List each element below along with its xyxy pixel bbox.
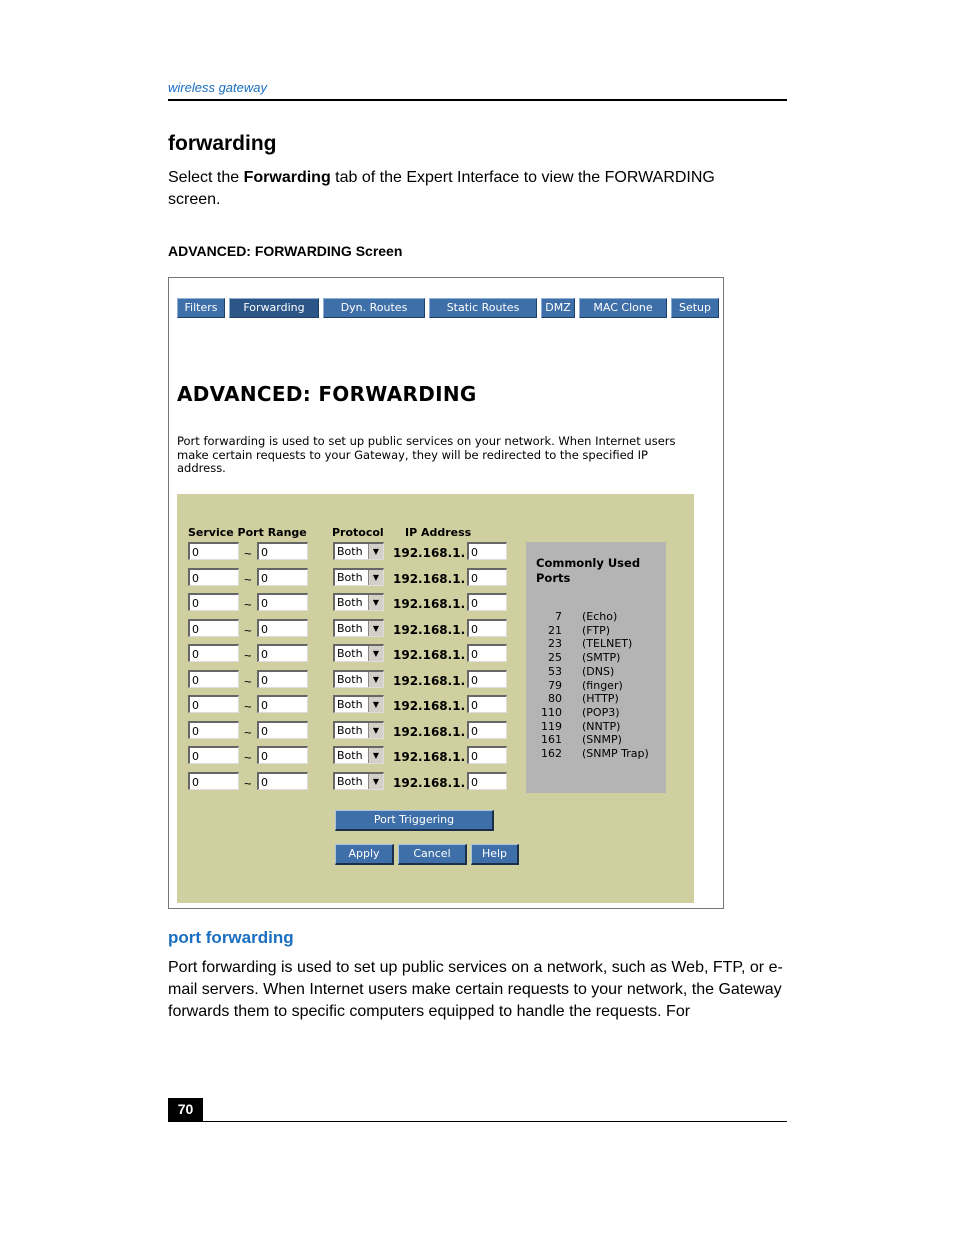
range-separator: ~ bbox=[244, 597, 252, 612]
port-number: 79 bbox=[548, 678, 562, 692]
common-port-item bbox=[526, 637, 666, 651]
forwarding-row bbox=[177, 746, 517, 771]
common-port-item bbox=[526, 679, 666, 693]
ip-prefix: 192.168.1. bbox=[393, 724, 466, 739]
end-port-input[interactable]: 0 bbox=[257, 542, 308, 560]
intro-bold-term: Forwarding bbox=[243, 169, 331, 186]
protocol-value: Both bbox=[337, 545, 363, 558]
start-port-input[interactable]: 0 bbox=[188, 772, 239, 790]
end-port-input[interactable]: 0 bbox=[257, 772, 308, 790]
cancel-button[interactable]: Cancel bbox=[398, 844, 467, 865]
ip-last-octet-input[interactable]: 0 bbox=[467, 670, 507, 688]
range-separator: ~ bbox=[244, 750, 252, 765]
end-port-input[interactable]: 0 bbox=[257, 721, 308, 739]
end-port-input[interactable]: 0 bbox=[257, 593, 308, 611]
start-port-input[interactable]: 0 bbox=[188, 593, 239, 611]
port-service: (SMTP) bbox=[582, 651, 621, 665]
protocol-value: Both bbox=[337, 698, 363, 711]
dropdown-arrow-icon: ▼ bbox=[368, 672, 383, 687]
common-port-item bbox=[526, 651, 666, 665]
port-service: (TELNET) bbox=[582, 637, 633, 651]
forwarding-panel bbox=[177, 494, 694, 903]
port-service: (Echo) bbox=[582, 610, 618, 623]
tab-mac-clone[interactable]: MAC Clone bbox=[579, 298, 667, 318]
range-separator: ~ bbox=[244, 546, 252, 561]
figure-caption: ADVANCED: FORWARDING Screen bbox=[168, 243, 403, 259]
start-port-input[interactable]: 0 bbox=[188, 542, 239, 560]
start-port-input[interactable]: 0 bbox=[188, 746, 239, 764]
dropdown-arrow-icon: ▼ bbox=[368, 697, 383, 712]
range-separator: ~ bbox=[244, 724, 252, 740]
forwarding-row bbox=[177, 670, 517, 695]
port-service: (NNTP) bbox=[582, 719, 621, 733]
tab-setup[interactable]: Setup bbox=[671, 298, 719, 318]
common-ports-box bbox=[526, 542, 666, 793]
port-number: 161 bbox=[541, 733, 562, 747]
port-triggering-button[interactable]: Port Triggering bbox=[335, 810, 494, 831]
ip-prefix: 192.168.1. bbox=[393, 571, 466, 586]
start-port-input[interactable]: 0 bbox=[188, 568, 239, 586]
protocol-value: Both bbox=[337, 621, 363, 635]
ip-last-octet-input[interactable]: 0 bbox=[467, 644, 507, 662]
forwarding-row bbox=[177, 542, 517, 567]
common-port-item bbox=[526, 747, 666, 761]
subsection-body: Port forwarding is used to set up public services on a network, such as Web, FTP, or e-mail servers. When Internet users make certain requests to your network, the Gateway forwards them to specific computers equipped to handle the requests. For bbox=[168, 959, 783, 1020]
end-port-input[interactable]: 0 bbox=[257, 670, 308, 688]
port-number: 53 bbox=[548, 664, 562, 678]
forwarding-screenshot bbox=[168, 277, 724, 909]
screen-description: Port forwarding is used to set up public services on your network. When Internet users make certain requests to your Gateway, they will be redirected to the specified IP address. bbox=[177, 434, 676, 475]
tab-dmz[interactable]: DMZ bbox=[541, 298, 575, 318]
section-title: forwarding bbox=[168, 132, 277, 155]
dropdown-arrow-icon: ▼ bbox=[368, 748, 383, 763]
protocol-value: Both bbox=[337, 570, 363, 584]
intro-text-start: Select the bbox=[168, 169, 244, 186]
ip-last-octet-input[interactable]: 0 bbox=[467, 721, 507, 739]
ip-last-octet-input[interactable]: 0 bbox=[467, 593, 507, 611]
port-number: 110 bbox=[541, 705, 562, 719]
end-port-input[interactable]: 0 bbox=[257, 644, 308, 662]
range-separator: ~ bbox=[244, 699, 252, 714]
port-number: 25 bbox=[548, 651, 562, 665]
start-port-input[interactable]: 0 bbox=[188, 644, 239, 662]
tab-dyn-routes[interactable]: Dyn. Routes bbox=[323, 298, 425, 318]
port-service: (HTTP) bbox=[582, 692, 619, 706]
tab-filters[interactable]: Filters bbox=[177, 298, 225, 318]
port-service: (finger) bbox=[582, 678, 623, 692]
protocol-value: Both bbox=[337, 647, 363, 660]
column-header-ip-address: IP Address bbox=[405, 526, 472, 539]
range-separator: ~ bbox=[244, 673, 252, 689]
ip-prefix: 192.168.1. bbox=[393, 546, 466, 560]
dropdown-arrow-icon: ▼ bbox=[368, 723, 383, 738]
common-port-item bbox=[526, 610, 666, 624]
apply-button[interactable]: Apply bbox=[335, 844, 394, 865]
ip-prefix: 192.168.1. bbox=[393, 597, 466, 611]
protocol-select[interactable] bbox=[333, 619, 384, 637]
end-port-input[interactable]: 0 bbox=[257, 619, 308, 637]
protocol-value: Both bbox=[337, 596, 363, 609]
dropdown-arrow-icon: ▼ bbox=[368, 595, 383, 610]
tab-static-routes[interactable]: Static Routes bbox=[429, 298, 537, 318]
range-separator: ~ bbox=[244, 622, 252, 638]
column-header-service-port-range: Service Port Range bbox=[188, 526, 307, 539]
common-port-item bbox=[526, 706, 666, 720]
ip-prefix: 192.168.1. bbox=[393, 775, 466, 790]
intro-text-end: tab of the Expert Interface to view the FORWARDING screen. bbox=[168, 169, 715, 208]
forwarding-row bbox=[177, 644, 517, 669]
dropdown-arrow-icon: ▼ bbox=[368, 646, 383, 661]
screen-title: ADVANCED: FORWARDING bbox=[177, 382, 477, 406]
protocol-select[interactable] bbox=[333, 644, 384, 662]
forwarding-row bbox=[177, 619, 517, 644]
ip-prefix: 192.168.1. bbox=[393, 673, 466, 688]
tab-forwarding[interactable]: Forwarding bbox=[229, 298, 319, 318]
protocol-select[interactable] bbox=[333, 772, 384, 790]
forwarding-row bbox=[177, 772, 517, 797]
help-button[interactable]: Help bbox=[471, 844, 519, 865]
common-port-item bbox=[526, 692, 666, 706]
protocol-select[interactable] bbox=[333, 695, 384, 713]
subsection-title: port forwarding bbox=[168, 928, 294, 947]
dropdown-arrow-icon: ▼ bbox=[368, 570, 383, 585]
port-service: (FTP) bbox=[582, 623, 611, 637]
port-number: 23 bbox=[548, 637, 562, 651]
protocol-select[interactable] bbox=[333, 670, 384, 688]
protocol-select[interactable] bbox=[333, 568, 384, 586]
forwarding-row bbox=[177, 721, 517, 746]
port-service: (SNMP) bbox=[582, 733, 622, 747]
end-port-input[interactable]: 0 bbox=[257, 746, 308, 764]
port-number: 162 bbox=[541, 747, 562, 760]
port-service: (DNS) bbox=[582, 664, 615, 678]
start-port-input[interactable]: 0 bbox=[188, 670, 239, 688]
protocol-select[interactable] bbox=[333, 593, 384, 611]
protocol-select[interactable] bbox=[333, 746, 384, 764]
ip-prefix: 192.168.1. bbox=[393, 699, 466, 713]
forwarding-row bbox=[177, 568, 517, 593]
forwarding-row bbox=[177, 695, 517, 720]
dropdown-arrow-icon: ▼ bbox=[368, 544, 383, 559]
port-number: 80 bbox=[548, 692, 562, 706]
port-number: 119 bbox=[541, 719, 562, 733]
common-port-item bbox=[526, 733, 666, 747]
column-header-protocol: Protocol bbox=[332, 526, 384, 539]
common-port-item bbox=[526, 665, 666, 679]
range-separator: ~ bbox=[244, 648, 252, 663]
page-number: 70 bbox=[168, 1098, 203, 1121]
ip-last-octet-input[interactable]: 0 bbox=[467, 619, 507, 637]
protocol-value: Both bbox=[337, 723, 363, 737]
end-port-input[interactable]: 0 bbox=[257, 568, 308, 586]
port-service: (POP3) bbox=[582, 705, 620, 719]
dropdown-arrow-icon: ▼ bbox=[368, 621, 383, 636]
ip-prefix: 192.168.1. bbox=[393, 750, 466, 764]
port-number: 21 bbox=[548, 623, 562, 637]
ip-prefix: 192.168.1. bbox=[393, 648, 466, 662]
intro-paragraph bbox=[168, 167, 768, 211]
port-number: 7 bbox=[555, 610, 562, 623]
header-rule bbox=[168, 99, 787, 101]
range-separator: ~ bbox=[244, 775, 252, 791]
ip-prefix: 192.168.1. bbox=[393, 622, 466, 637]
footer-rule bbox=[168, 1121, 787, 1122]
forwarding-row bbox=[177, 593, 517, 618]
protocol-value: Both bbox=[337, 672, 363, 686]
running-header: wireless gateway bbox=[168, 80, 267, 95]
common-port-item bbox=[526, 624, 666, 638]
port-service: (SNMP Trap) bbox=[582, 747, 649, 760]
common-port-item bbox=[526, 720, 666, 734]
start-port-input[interactable]: 0 bbox=[188, 695, 239, 713]
start-port-input[interactable]: 0 bbox=[188, 721, 239, 739]
ip-last-octet-input[interactable]: 0 bbox=[467, 542, 507, 560]
ip-last-octet-input[interactable]: 0 bbox=[467, 695, 507, 713]
protocol-select[interactable] bbox=[333, 542, 384, 560]
dropdown-arrow-icon: ▼ bbox=[368, 774, 383, 789]
protocol-value: Both bbox=[337, 749, 363, 762]
start-port-input[interactable]: 0 bbox=[188, 619, 239, 637]
common-ports-title: Commonly Used Ports bbox=[536, 556, 641, 585]
ip-last-octet-input[interactable]: 0 bbox=[467, 568, 507, 586]
range-separator: ~ bbox=[244, 571, 252, 587]
ip-last-octet-input[interactable]: 0 bbox=[467, 772, 507, 790]
ip-last-octet-input[interactable]: 0 bbox=[467, 746, 507, 764]
protocol-value: Both bbox=[337, 774, 363, 788]
end-port-input[interactable]: 0 bbox=[257, 695, 308, 713]
protocol-select[interactable] bbox=[333, 721, 384, 739]
